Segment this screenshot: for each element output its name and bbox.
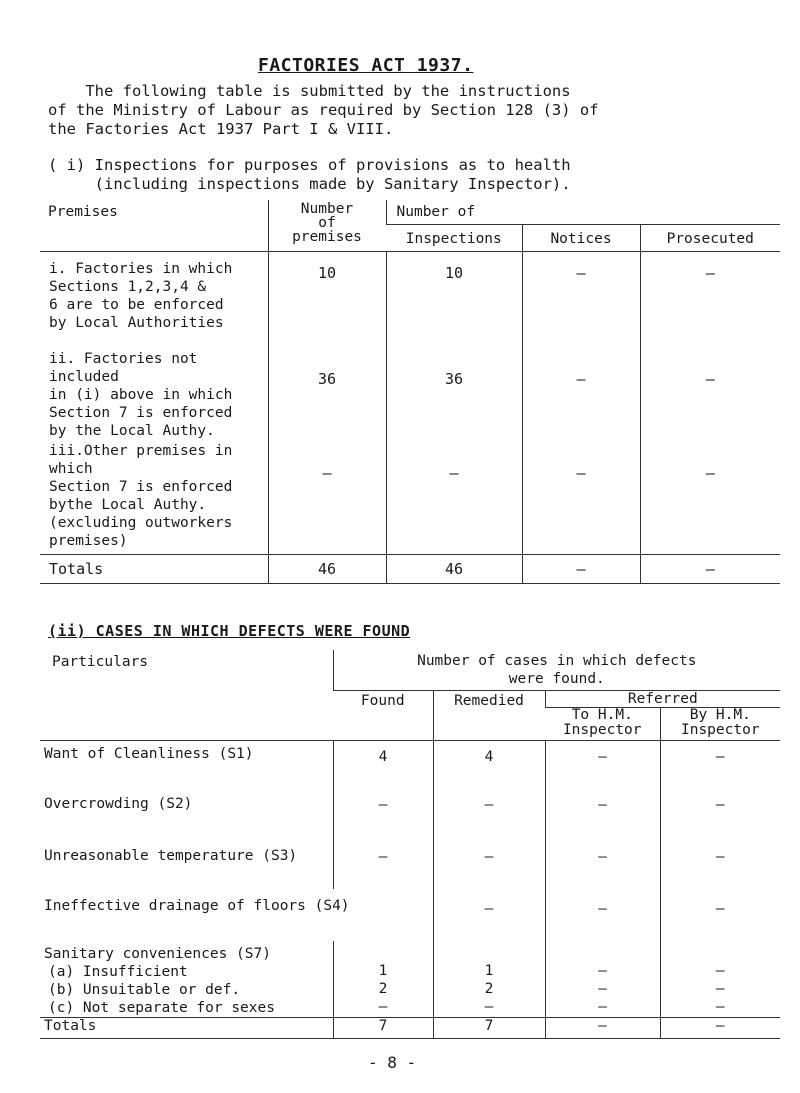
label-line: in (i) above in which bbox=[49, 387, 233, 403]
cell-by-hm: – bbox=[660, 963, 780, 981]
total-notices: – bbox=[522, 555, 640, 584]
label-line: by the Local Authy. bbox=[49, 423, 215, 439]
cell-premises: 10 bbox=[268, 252, 386, 351]
label-line: bythe Local Authy. bbox=[49, 497, 207, 513]
row-label: Unreasonable temperature (S3) bbox=[44, 848, 298, 864]
label-line: iii.Other premises in which bbox=[49, 443, 233, 477]
header-line: were found. bbox=[508, 671, 605, 687]
label-line: Section 7 is enforced bbox=[49, 479, 233, 495]
table-row bbox=[40, 999, 780, 1018]
cell-to-hm: – bbox=[545, 963, 660, 981]
header-notices: Notices bbox=[522, 225, 640, 252]
cell-inspections: 10 bbox=[386, 252, 522, 351]
row-label bbox=[40, 350, 268, 442]
cell-to-hm: – bbox=[545, 783, 660, 839]
cell-prosecuted: – bbox=[640, 350, 780, 442]
intro-line: The following table is submitted by the instructions bbox=[48, 82, 571, 100]
cell-remedied: – bbox=[433, 999, 545, 1018]
cell-remedied: – bbox=[433, 839, 545, 889]
table-row bbox=[40, 839, 780, 889]
cell-found: 2 bbox=[333, 981, 433, 999]
cell-inspections: – bbox=[386, 442, 522, 555]
section-ii-heading: (ii) CASES IN WHICH DEFECTS WERE FOUND bbox=[48, 622, 411, 640]
cell-found bbox=[333, 941, 433, 963]
header-premises: Premises bbox=[48, 204, 118, 220]
label-line: ii. Factories not included bbox=[49, 351, 198, 385]
cell-premises: 36 bbox=[268, 350, 386, 442]
total-premises: 46 bbox=[268, 555, 386, 584]
header-by-hm-inspector bbox=[660, 708, 780, 741]
cell-premises: – bbox=[268, 442, 386, 555]
row-label: Overcrowding (S2) bbox=[44, 796, 193, 812]
cell-notices: – bbox=[522, 350, 640, 442]
table-row bbox=[40, 350, 780, 442]
table-row bbox=[40, 963, 780, 981]
label-line: (excluding outworkers bbox=[49, 515, 233, 531]
row-label: Ineffective drainage of floors (S4) bbox=[44, 898, 350, 914]
row-label: Want of Cleanliness (S1) bbox=[40, 741, 333, 784]
row-label: (b) Unsuitable or def. bbox=[48, 982, 241, 998]
cell-notices: – bbox=[522, 252, 640, 351]
row-label: (a) Insufficient bbox=[48, 964, 188, 980]
header-inspections: Inspections bbox=[405, 231, 502, 247]
cell-by-hm: – bbox=[660, 783, 780, 839]
row-label: Sanitary conveniences (S7) bbox=[44, 946, 271, 962]
cell-prosecuted: – bbox=[640, 442, 780, 555]
header-number-of-cases bbox=[333, 650, 780, 691]
defects-table bbox=[40, 650, 780, 1039]
header-line: Number of cases in which defects bbox=[417, 653, 697, 669]
row-label: (c) Not separate for sexes bbox=[48, 1000, 275, 1016]
totals-label: Totals bbox=[40, 555, 268, 584]
header-number-of-premises bbox=[268, 200, 386, 252]
cell-found: – bbox=[333, 783, 433, 839]
header-line: Inspector bbox=[680, 722, 760, 738]
section-line: (including inspections made by Sanitary Inspector). bbox=[48, 175, 571, 193]
cell-found: 4 bbox=[333, 741, 433, 784]
cell-prosecuted: – bbox=[640, 252, 780, 351]
total-to-hm: – bbox=[545, 1018, 660, 1039]
cell-remedied: – bbox=[433, 889, 545, 941]
table-header-row bbox=[40, 650, 780, 691]
cell-remedied bbox=[433, 941, 545, 963]
section-line: ( i) Inspections for purposes of provisions as to health bbox=[48, 156, 571, 174]
cell-to-hm bbox=[545, 941, 660, 963]
cell-by-hm: – bbox=[660, 889, 780, 941]
header-number-of: Number of bbox=[386, 200, 780, 225]
table-row bbox=[40, 252, 780, 351]
total-found: 7 bbox=[333, 1018, 433, 1039]
total-remedied: 7 bbox=[433, 1018, 545, 1039]
cell-found: – bbox=[333, 999, 433, 1018]
table-row bbox=[40, 783, 780, 839]
header-line: Number bbox=[300, 201, 354, 217]
cell-by-hm: – bbox=[660, 741, 780, 784]
table-row bbox=[40, 741, 780, 784]
page-number: - 8 - bbox=[368, 1053, 417, 1072]
cell-remedied: 4 bbox=[433, 741, 545, 784]
cell-to-hm: – bbox=[545, 889, 660, 941]
cell-by-hm: – bbox=[660, 839, 780, 889]
header-found: Found bbox=[360, 693, 405, 709]
page-title: FACTORIES ACT 1937. bbox=[258, 55, 474, 76]
header-particulars: Particulars bbox=[52, 654, 149, 670]
intro-line: of the Ministry of Labour as required by Section 128 (3) of bbox=[48, 101, 599, 119]
table-row bbox=[40, 981, 780, 999]
header-line: To H.M. bbox=[571, 707, 633, 723]
cell-by-hm bbox=[660, 941, 780, 963]
table-header-row bbox=[40, 200, 780, 225]
cell-found: 1 bbox=[333, 963, 433, 981]
totals-row bbox=[40, 555, 780, 584]
cell-inspections: 36 bbox=[386, 350, 522, 442]
cell-remedied: – bbox=[433, 783, 545, 839]
label-line: Section 7 is enforced bbox=[49, 405, 233, 421]
cell-to-hm: – bbox=[545, 999, 660, 1018]
intro-paragraph bbox=[48, 82, 768, 139]
header-remedied: Remedied bbox=[433, 691, 545, 741]
inspections-table bbox=[40, 200, 780, 584]
total-by-hm: – bbox=[660, 1018, 780, 1039]
header-prosecuted: Prosecuted bbox=[640, 225, 780, 252]
cell-found: – bbox=[333, 839, 433, 889]
row-label bbox=[40, 442, 268, 555]
label-line: i. Factories in which bbox=[49, 261, 233, 277]
cell-notices: – bbox=[522, 442, 640, 555]
label-line: 6 are to be enforced bbox=[49, 297, 224, 313]
header-line: premises bbox=[292, 229, 362, 245]
cell-remedied: 2 bbox=[433, 981, 545, 999]
cell-to-hm: – bbox=[545, 741, 660, 784]
cell-to-hm: – bbox=[545, 839, 660, 889]
label-line: premises) bbox=[49, 533, 128, 549]
table-row bbox=[40, 889, 780, 941]
cell-to-hm: – bbox=[545, 981, 660, 999]
intro-line: the Factories Act 1937 Part I & VIII. bbox=[48, 120, 394, 138]
section-i-heading bbox=[48, 156, 768, 194]
row-label bbox=[40, 252, 268, 351]
header-line: By H.M. bbox=[689, 707, 751, 723]
table-row bbox=[40, 442, 780, 555]
header-referred: Referred bbox=[545, 691, 780, 708]
label-line: Sections 1,2,3,4 & bbox=[49, 279, 207, 295]
header-line: Inspector bbox=[562, 722, 642, 738]
cell-remedied: 1 bbox=[433, 963, 545, 981]
label-line: by Local Authorities bbox=[49, 315, 224, 331]
total-prosecuted: – bbox=[640, 555, 780, 584]
table-row bbox=[40, 941, 780, 963]
total-inspections: 46 bbox=[386, 555, 522, 584]
totals-row bbox=[40, 1018, 780, 1039]
totals-label: Totals bbox=[40, 1018, 333, 1039]
header-to-hm-inspector bbox=[545, 708, 660, 741]
cell-by-hm: – bbox=[660, 999, 780, 1018]
cell-by-hm: – bbox=[660, 981, 780, 999]
header-line: of bbox=[318, 215, 336, 231]
